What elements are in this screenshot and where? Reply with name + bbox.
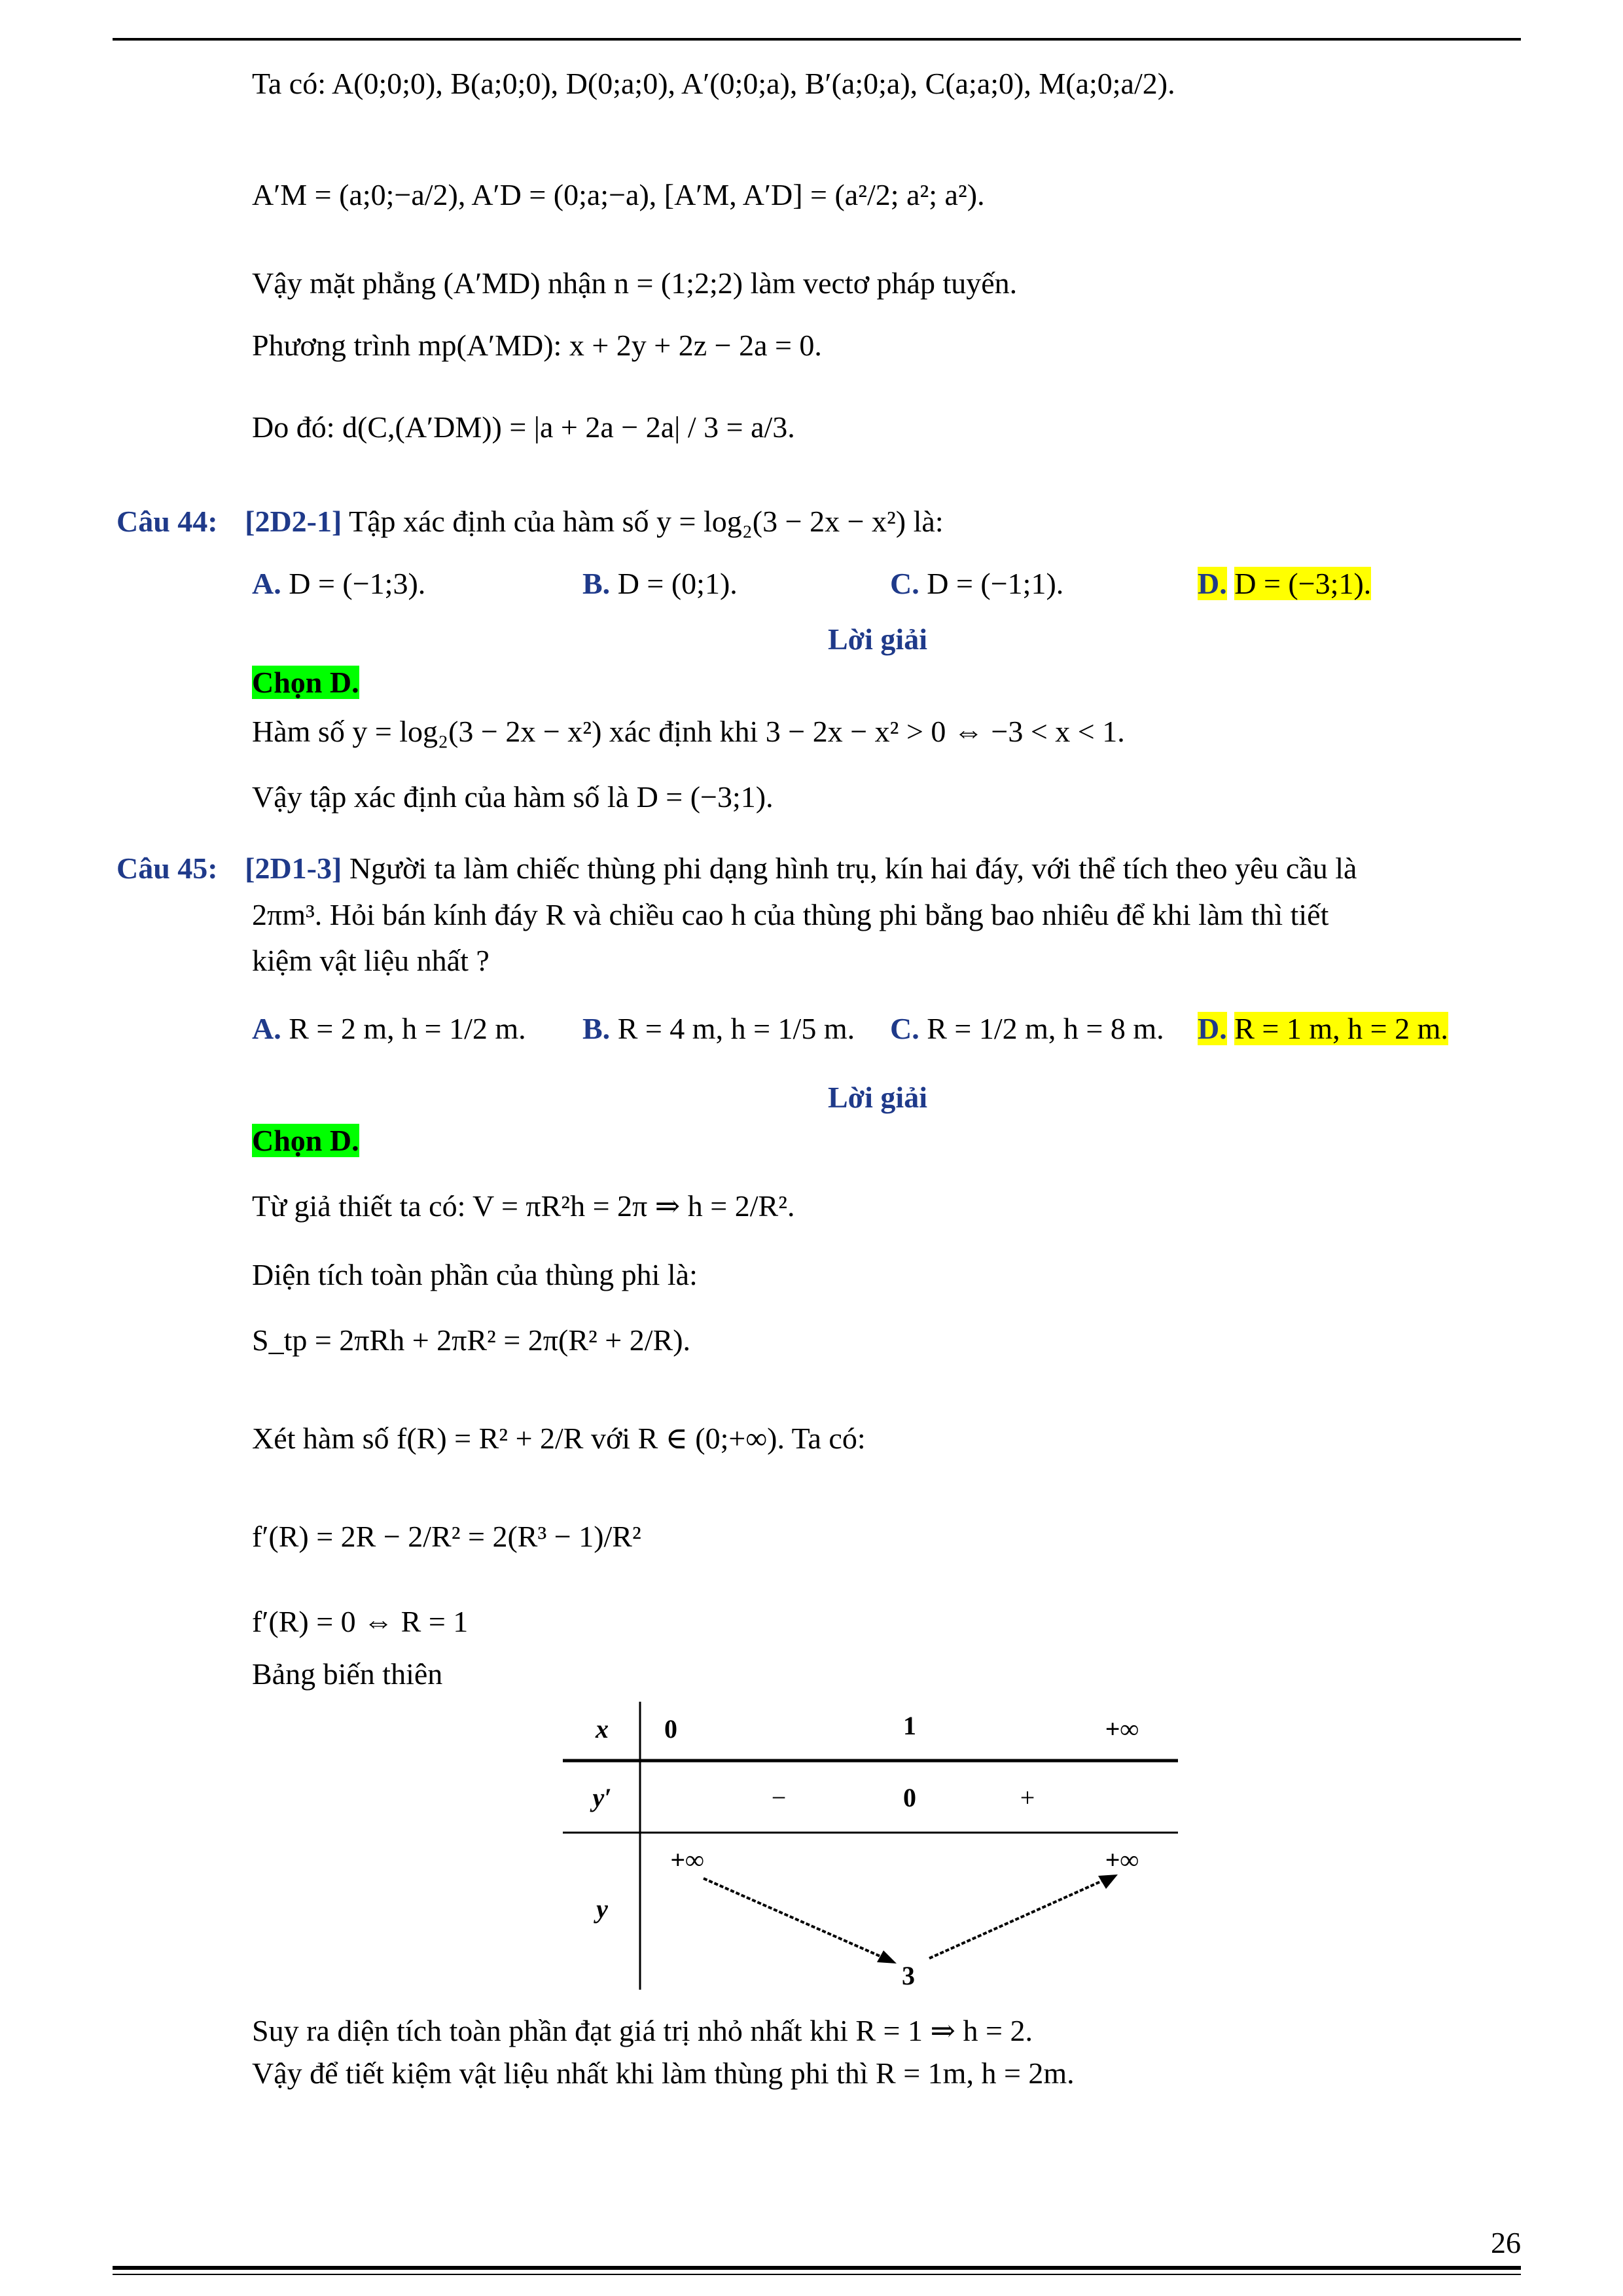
bottom-rule bbox=[113, 2266, 1521, 2270]
derivative-sign: − bbox=[771, 1783, 787, 1812]
increasing-arrow bbox=[929, 1880, 1105, 1958]
solution-label: Lời giải bbox=[828, 1081, 927, 1114]
option-a: A. R = 2 m, h = 1/2 m. bbox=[252, 1012, 526, 1045]
top-rule bbox=[113, 38, 1521, 41]
y-label: y bbox=[596, 1894, 608, 1924]
bottom-rule bbox=[113, 2274, 1521, 2275]
solution-step: f′(R) = 2R − 2/R² = 2(R³ − 1)/R² bbox=[252, 1520, 641, 1553]
yprime-label: y′ bbox=[592, 1783, 612, 1812]
y-right-limit: +∞ bbox=[1105, 1845, 1139, 1874]
option-b: B. D = (0;1). bbox=[582, 567, 738, 600]
y-min-value: 3 bbox=[902, 1961, 915, 1990]
question-number: Câu 45: bbox=[116, 852, 218, 885]
option-c-text: R = 1/2 m, h = 8 m. bbox=[927, 1012, 1164, 1045]
x-value: 1 bbox=[903, 1711, 916, 1740]
option-c: C. D = (−1;1). bbox=[890, 567, 1064, 600]
choose-badge: Chọn D. bbox=[252, 1124, 359, 1157]
option-d: D. D = (−3;1). bbox=[1198, 567, 1372, 600]
question-tag: [2D2-1] bbox=[245, 505, 342, 538]
variation-table bbox=[563, 1702, 1178, 1990]
decreasing-arrow bbox=[704, 1878, 885, 1958]
option-b-text: D = (0;1). bbox=[617, 567, 738, 600]
question-text: Tập xác định của hàm số y = log₂(3 − 2x − x²) là: bbox=[348, 505, 944, 538]
solution-step: f′(R) = 0 ⇔ R = 1 bbox=[252, 1605, 469, 1638]
answer-choice bbox=[252, 664, 359, 700]
question-number: Câu 44: bbox=[116, 505, 218, 538]
distance-line: Do đó: d(C,(A′DM)) = |a + 2a − 2a| / 3 = a/3. bbox=[252, 410, 795, 444]
option-b: B. R = 4 m, h = 1/5 m. bbox=[582, 1012, 855, 1045]
option-d: D. R = 1 m, h = 2 m. bbox=[1198, 1012, 1448, 1045]
option-b-text: R = 4 m, h = 1/5 m. bbox=[617, 1012, 855, 1045]
option-a-text: D = (−1;3). bbox=[289, 567, 426, 600]
option-d-text: R = 1 m, h = 2 m. bbox=[1234, 1012, 1448, 1045]
question-45 bbox=[116, 851, 1357, 886]
question-44 bbox=[116, 504, 944, 539]
y-left-limit: +∞ bbox=[670, 1845, 704, 1874]
solution-step: Bảng biến thiên bbox=[252, 1657, 443, 1691]
solution-step: Suy ra diện tích toàn phần đạt giá trị nhỏ nhất khi R = 1 ⇒ h = 2. bbox=[252, 2014, 1033, 2047]
x-value: +∞ bbox=[1105, 1714, 1139, 1744]
solution-step: Vậy để tiết kiệm vật liệu nhất khi làm thùng phi thì R = 1m, h = 2m. bbox=[252, 2056, 1075, 2090]
coords-line: Ta có: A(0;0;0), B(a;0;0), D(0;a;0), A′(0;0;a), B′(a;0;a), C(a;a;0), M(a;0;a/2). bbox=[252, 67, 1175, 100]
option-a: A. D = (−1;3). bbox=[252, 567, 426, 600]
choose-badge: Chọn D. bbox=[252, 666, 359, 699]
vectors-line: A′M = (a;0;−a/2), A′D = (0;a;−a), [A′M, A′D] = (a²/2; a²; a²). bbox=[252, 178, 985, 211]
solution-step: Từ giả thiết ta có: V = πR²h = 2π ⇒ h = 2/R². bbox=[252, 1189, 795, 1223]
option-d-text: D = (−3;1). bbox=[1234, 567, 1372, 600]
solution-label: Lời giải bbox=[828, 622, 927, 656]
solution-step: Vậy tập xác định của hàm số là D = (−3;1). bbox=[252, 780, 774, 814]
plane-equation-line: Phương trình mp(A′MD): x + 2y + 2z − 2a = 0. bbox=[252, 329, 822, 362]
normal-vector-line: Vậy mặt phẳng (A′MD) nhận n = (1;2;2) làm vectơ pháp tuyến. bbox=[252, 266, 1018, 300]
question-text: kiệm vật liệu nhất ? bbox=[252, 944, 490, 977]
question-text: Người ta làm chiếc thùng phi dạng hình trụ, kín hai đáy, với thể tích theo yêu cầu là bbox=[349, 852, 1357, 885]
arrow-head bbox=[877, 1950, 897, 1964]
arrow-head bbox=[1098, 1874, 1118, 1889]
question-tag: [2D1-3] bbox=[245, 852, 342, 885]
solution-step: S_tp = 2πRh + 2πR² = 2π(R² + 2/R). bbox=[252, 1323, 691, 1357]
option-c: C. R = 1/2 m, h = 8 m. bbox=[890, 1012, 1164, 1045]
solution-step: Diện tích toàn phần của thùng phi là: bbox=[252, 1258, 698, 1291]
option-a-text: R = 2 m, h = 1/2 m. bbox=[289, 1012, 526, 1045]
answer-choice bbox=[252, 1122, 359, 1158]
x-label: x bbox=[596, 1714, 609, 1744]
x-value: 0 bbox=[664, 1714, 677, 1744]
option-c-text: D = (−1;1). bbox=[927, 567, 1064, 600]
solution-step: Xét hàm số f(R) = R² + 2/R với R ∈ (0;+∞). Ta có: bbox=[252, 1422, 866, 1455]
derivative-zero: 0 bbox=[903, 1783, 916, 1812]
derivative-sign: + bbox=[1020, 1783, 1035, 1812]
question-text: 2πm³. Hỏi bán kính đáy R và chiều cao h của thùng phi bằng bao nhiêu để khi làm thì tiết bbox=[252, 898, 1329, 931]
solution-step: Hàm số y = log₂(3 − 2x − x²) xác định khi 3 − 2x − x² > 0 ⇔ −3 < x < 1. bbox=[252, 715, 1125, 748]
page-number: 26 bbox=[1491, 2226, 1521, 2259]
